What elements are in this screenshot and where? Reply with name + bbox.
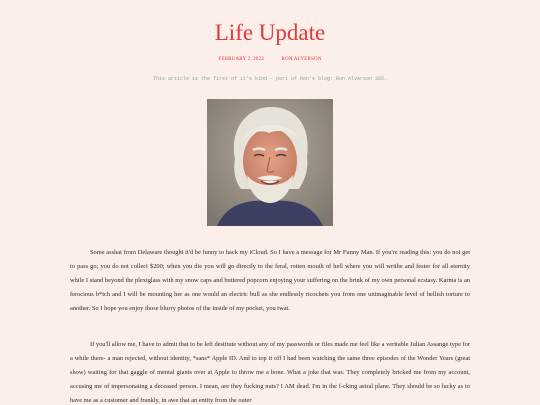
publish-date[interactable]: FEBRUARY 2, 2022 [218, 57, 265, 62]
author-portrait [207, 99, 333, 226]
page-title: Life Update [214, 20, 326, 45]
article-paragraph-1: Some asshat from Delaware thought it'd be funny to hack my iCloud. So I have a message for Mr Funny Man. If you're reading this: you do not get to pass go; you do not collect $200; when you die you will go directly to the feral, rotten mouth of hell where you will writhe and fester for all eternity while I stand beyond the plexiglass with my snow caps and buttered popcorn enjoying your suffering on the brink of my own personal ecstasy. Karma is an ferocious b*tch and I will be mounting her as one would an electric bull as she endlessly ricochets you from one unimaginable level of hellish torture to another. So I hope you enjoy those blurry photos of the inside of my pocket, you twat. [70, 249, 470, 313]
series-note: This article is the first of it's kind - part of Ron's blog: Ron Alverson 365. [152, 76, 388, 82]
article-paragraph-2: If you'll allow me, I have to admit that to be left destitute without any of my passwords or files made me feel like a veritable Julian Assange type for a while there- a man rejected, without identity, *sans* Apple ID. And to top it off I had been watching the same three episodes of the Wonder Years (great show) waiting for that gaggle of mental giants over at Apple to throw me a bone. What a joke that was. They completely bricked me from my account, accusing me of impersonating a deceased person. I mean, are they fucking nuts? I AM dead. I'm in the f-cking astral plane. They should be so lucky as to have me as a customer and frankly, in awe that an entity from the outer [70, 341, 470, 405]
author-link[interactable]: RON ALVERSON [281, 57, 322, 62]
article-meta [0, 57, 540, 62]
portrait-image [207, 99, 333, 226]
